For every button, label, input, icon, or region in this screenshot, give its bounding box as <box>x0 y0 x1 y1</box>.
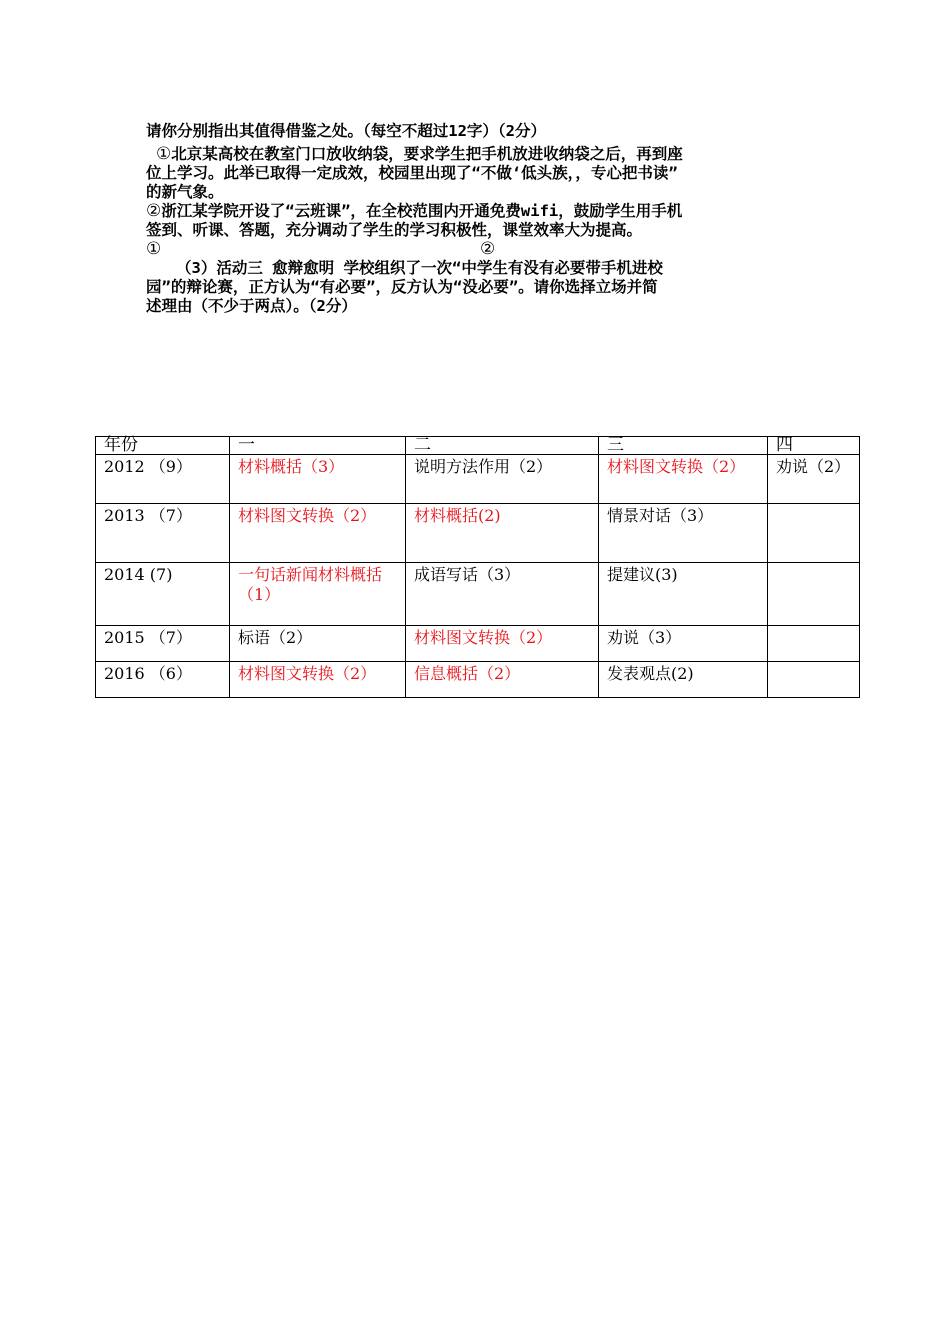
cell-col-1: 一句话新闻材料概括（1） <box>230 563 406 626</box>
question-instruction: 请你分别指出其值得借鉴之处。（每空不超过12字）（2分） <box>146 122 546 140</box>
example-1-line-1: ①北京某高校在教室门口放收纳袋，要求学生把手机放进收纳袋之后，再到座 <box>156 144 683 164</box>
header-year: 年份 <box>96 437 230 455</box>
cell-col-3: 劝说（3） <box>599 626 768 662</box>
activity-3-line-3: 述理由（不少于两点）。（2分） <box>146 297 357 315</box>
cell-col-4 <box>768 662 860 698</box>
cell-col-2: 成语写话（3） <box>406 563 599 626</box>
cell-col-3: 材料图文转换（2） <box>599 455 768 504</box>
activity-3-line-2: 园”的辩论赛，正方认为“有必要”，反方认为“没必要”。请你选择立场并简 <box>146 278 658 296</box>
header-col-1: 一 <box>230 437 406 455</box>
table-row <box>96 504 860 563</box>
example-2-line-2: 签到、听课、答题，充分调动了学生的学习积极性，课堂效率大为提高。 <box>146 221 643 239</box>
cell-col-1: 材料图文转换（2） <box>230 504 406 563</box>
circled-number-1: ① <box>156 144 172 164</box>
example-1-line-3: 的新气象。 <box>146 183 224 201</box>
table-row <box>96 626 860 662</box>
table-row <box>96 455 860 504</box>
header-col-3: 三 <box>599 437 768 455</box>
header-col-4: 四 <box>768 437 860 455</box>
cell-col-4 <box>768 626 860 662</box>
cell-col-4 <box>768 504 860 563</box>
exam-statistics-table <box>95 436 860 698</box>
cell-col-2: 材料图文转换（2） <box>406 626 599 662</box>
table-header-row <box>96 437 860 455</box>
table-row <box>96 563 860 626</box>
cell-col-3: 发表观点(2) <box>599 662 768 698</box>
cell-year: 2012 （9） <box>96 455 230 504</box>
cell-col-1: 标语（2） <box>230 626 406 662</box>
table-row <box>96 662 860 698</box>
circled-number-2: ② <box>146 201 162 221</box>
cell-col-4: 劝说（2） <box>768 455 860 504</box>
cell-col-4 <box>768 563 860 626</box>
cell-col-3: 情景对话（3） <box>599 504 768 563</box>
cell-col-3: 提建议(3) <box>599 563 768 626</box>
cell-col-2: 材料概括(2) <box>406 504 599 563</box>
cell-year: 2014 (7) <box>96 563 230 626</box>
activity-3-line-1: （3）活动三 愈辩愈明 学校组织了一次“中学生有没有必要带手机进校 <box>176 259 663 277</box>
cell-year: 2015 （7） <box>96 626 230 662</box>
answer-marker-1: ① <box>146 239 162 259</box>
cell-col-2: 说明方法作用（2） <box>406 455 599 504</box>
cell-col-1: 材料图文转换（2） <box>230 662 406 698</box>
example-1-line-2: 位上学习。此举已取得一定成效，校园里出现了“不做‘低头族，，专心把书读” <box>146 164 678 182</box>
cell-col-2: 信息概括（2） <box>406 662 599 698</box>
header-col-2: 二 <box>406 437 599 455</box>
cell-year: 2016 （6） <box>96 662 230 698</box>
example-2-line-1: ②浙江某学院开设了“云班课”，在全校范围内开通免费wifi，鼓励学生用手机 <box>146 201 683 221</box>
cell-col-1: 材料概括（3） <box>230 455 406 504</box>
answer-marker-2: ② <box>480 239 496 259</box>
cell-year: 2013 （7） <box>96 504 230 563</box>
